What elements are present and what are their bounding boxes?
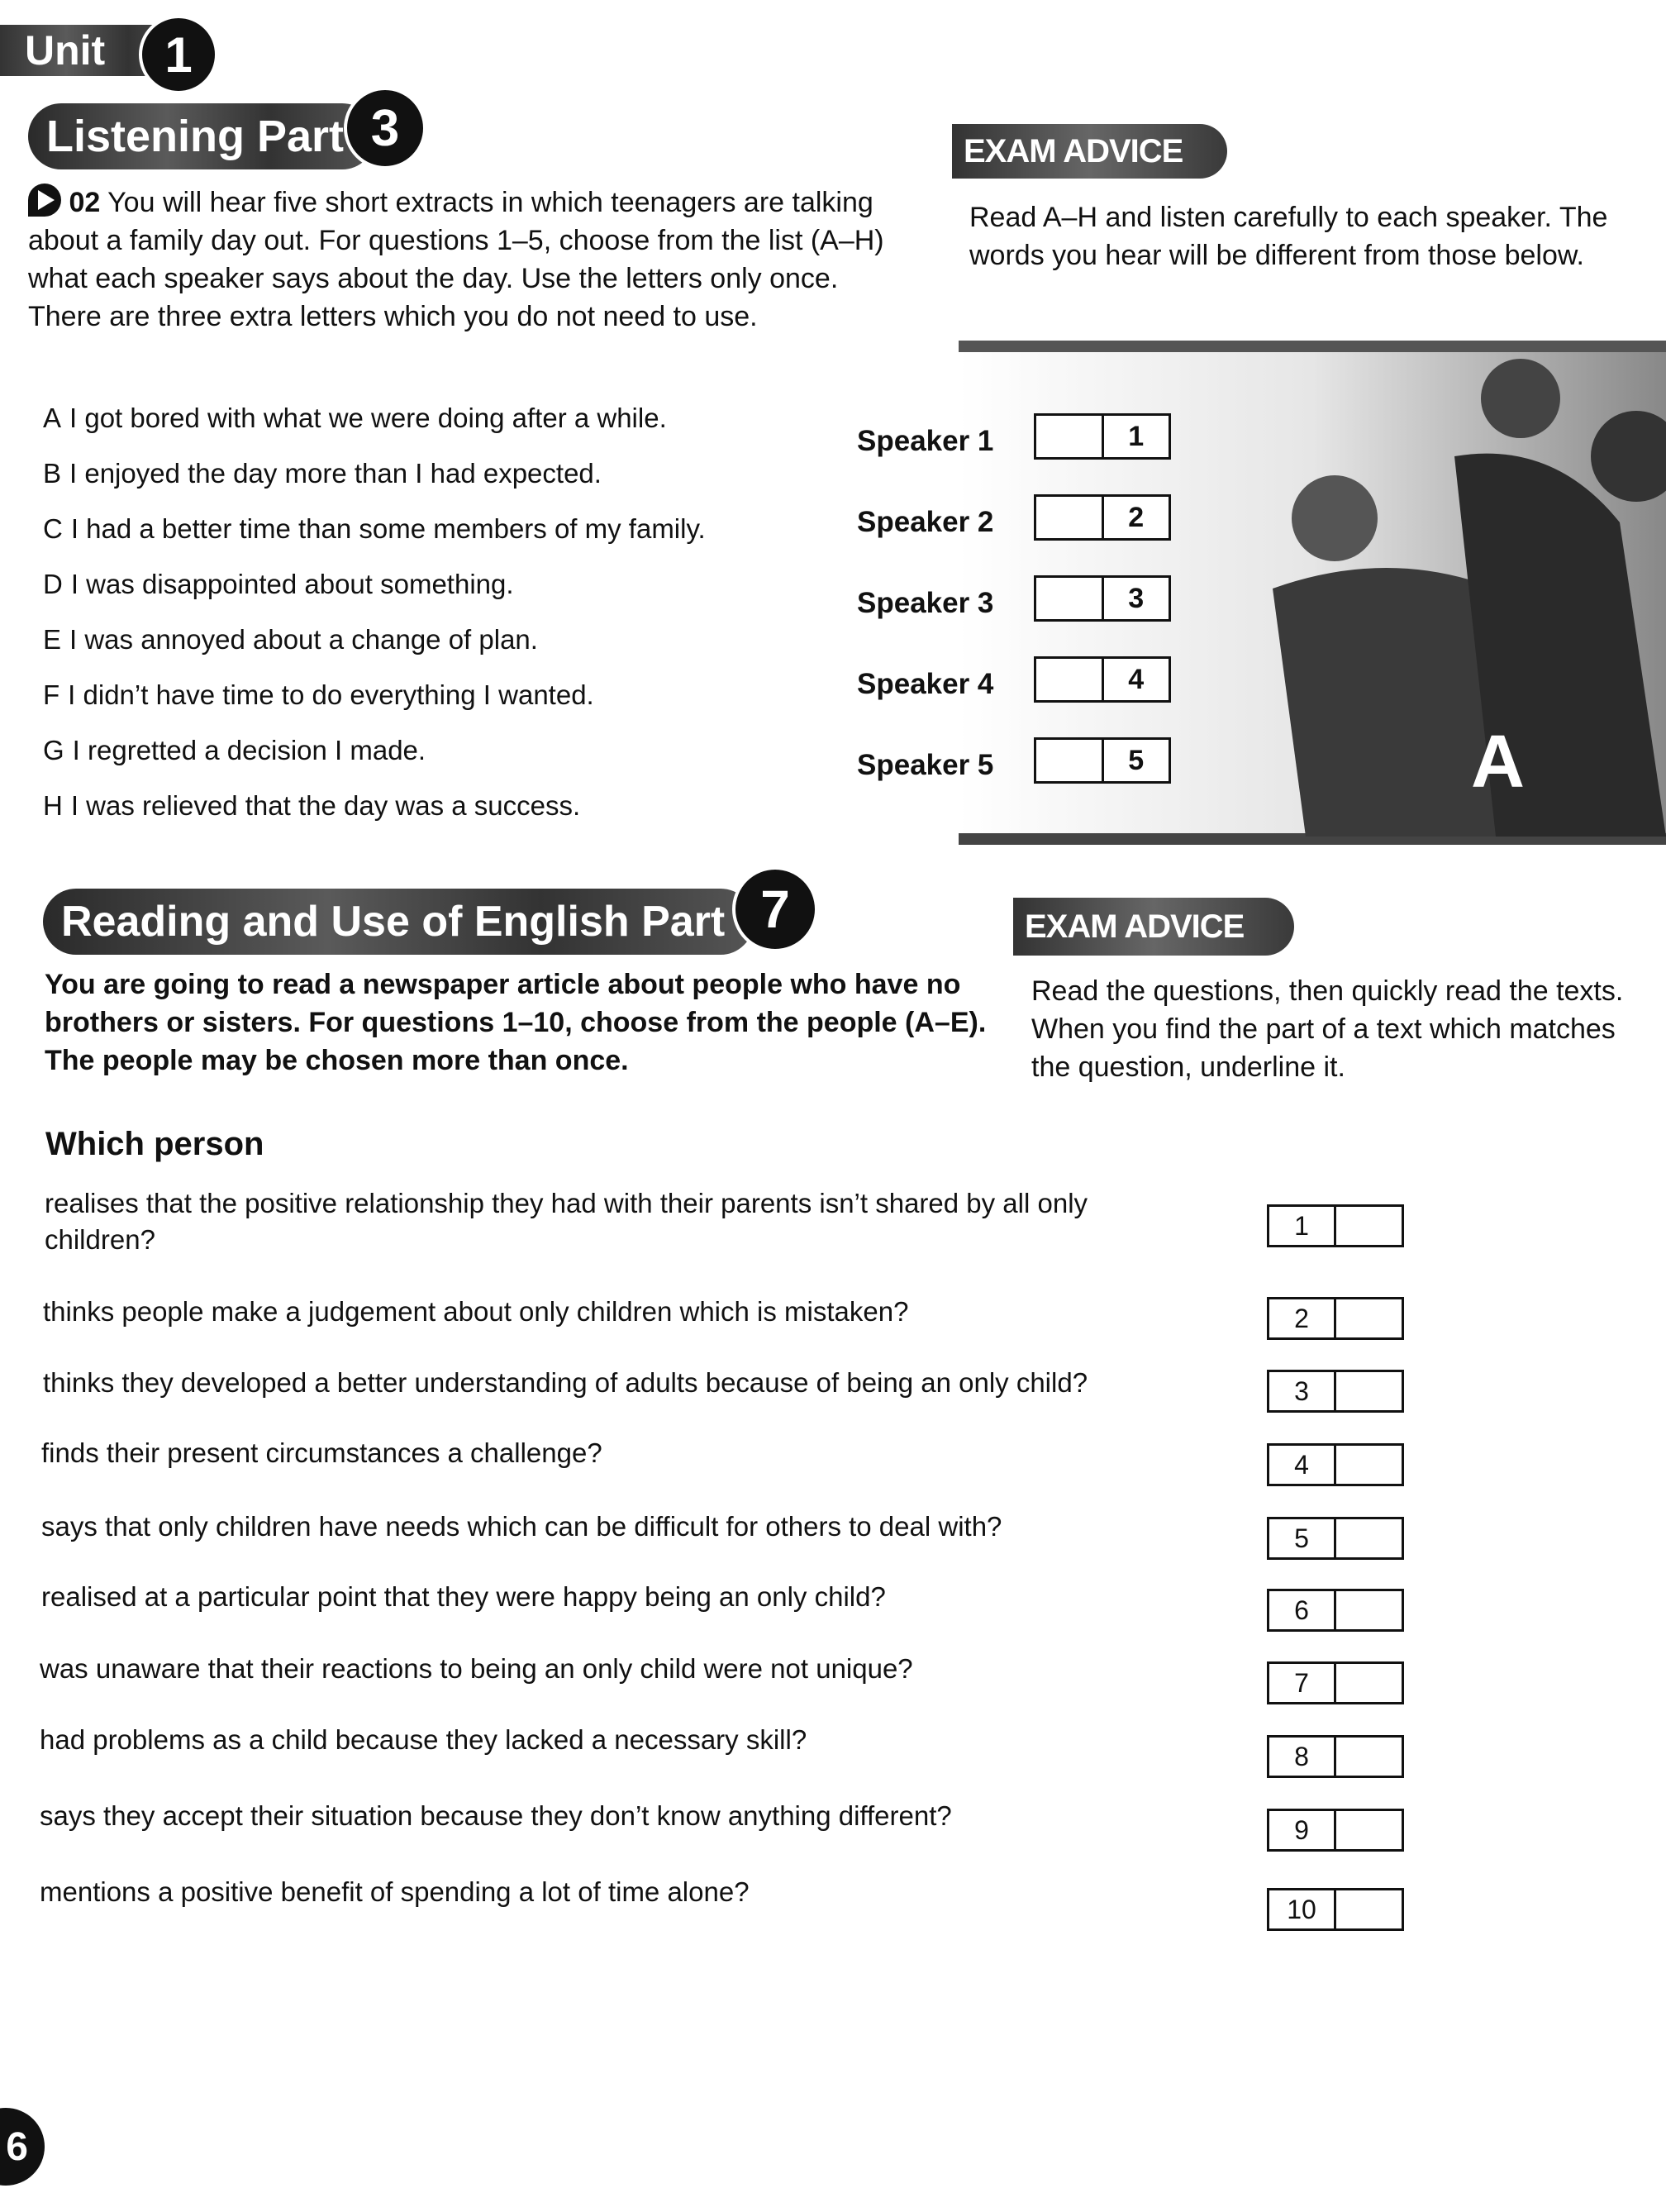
option-item: F I didn’t have time to do everything I wanted. (43, 679, 594, 710)
question-text: thinks people make a judgement about only children which is mistaken? (43, 1296, 909, 1327)
option-item: E I was annoyed about a change of plan. (43, 624, 538, 655)
audio-play-icon[interactable] (28, 184, 61, 217)
question-text: finds their present circumstances a challenge? (41, 1437, 602, 1468)
question-text: says they accept their situation because they don’t know anything different? (40, 1800, 952, 1831)
reading-part-number: 7 (732, 866, 818, 952)
speaker-answer-box[interactable]: 1 (1034, 413, 1171, 460)
page-number: 6 (0, 2108, 45, 2186)
option-item: B I enjoyed the day more than I had expected. (43, 458, 602, 489)
speaker-label: Speaker 5 (857, 749, 994, 781)
question-text: had problems as a child because they lacked a necessary skill? (40, 1724, 807, 1755)
question-answer-box[interactable]: 4 (1267, 1443, 1404, 1486)
listening-title: Listening Part (28, 103, 375, 169)
question-text: was unaware that their reactions to being an only child were not unique? (40, 1653, 913, 1684)
exam-advice-badge: EXAM ADVICE (952, 124, 1227, 179)
listening-advice-text: Read A–H and listen carefully to each speaker. The words you hear will be different from those below. (969, 202, 1608, 271)
question-answer-box[interactable]: 2 (1267, 1297, 1404, 1340)
exam-advice-badge: EXAM ADVICE (1013, 898, 1294, 956)
unit-number: 1 (139, 15, 218, 94)
which-person-heading: Which person (45, 1126, 264, 1162)
unit-label: Unit (25, 27, 106, 74)
speaker-answer-box[interactable]: 3 (1034, 575, 1171, 622)
reading-advice-text: Read the questions, then quickly read the texts. When you find the part of a text which matches the question, underline it. (1031, 975, 1624, 1083)
question-text: says that only children have needs which can be difficult for others to deal with? (41, 1511, 1002, 1542)
track-number: 02 (69, 187, 101, 218)
listening-instructions: 02 You will hear five short extracts in which teenagers are talking about a family day out. For questions 1–5, choose from the list (A–H) what each speaker says about the day. Use the letters only once. There are three extra letters which you do not need to use. (28, 184, 888, 336)
question-text: realises that the positive relationship they had with their parents isn’t shared by all only children? (45, 1188, 1088, 1255)
option-item: H I was relieved that the day was a success. (43, 790, 581, 821)
question-text: mentions a positive benefit of spending a lot of time alone? (40, 1876, 750, 1907)
reading-title: Reading and Use of English Part (43, 889, 754, 955)
speaker-label: Speaker 3 (857, 587, 994, 619)
question-answer-box[interactable]: 6 (1267, 1589, 1404, 1632)
question-answer-box[interactable]: 5 (1267, 1517, 1404, 1560)
option-item: C I had a better time than some members of my family. (43, 513, 706, 544)
speaker-label: Speaker 2 (857, 506, 994, 538)
option-item: D I was disappointed about something. (43, 569, 514, 599)
speaker-answer-box[interactable]: 4 (1034, 656, 1171, 703)
speaker-answer-box[interactable]: 5 (1034, 737, 1171, 784)
question-answer-box[interactable]: 8 (1267, 1735, 1404, 1778)
question-answer-box[interactable]: 9 (1267, 1809, 1404, 1852)
svg-text:A: A (1471, 721, 1525, 803)
option-item: G I regretted a decision I made. (43, 735, 426, 765)
question-answer-box[interactable]: 3 (1267, 1370, 1404, 1413)
question-answer-box[interactable]: 1 (1267, 1204, 1404, 1247)
question-answer-box[interactable]: 10 (1267, 1888, 1404, 1931)
speaker-answer-box[interactable]: 2 (1034, 494, 1171, 541)
question-answer-box[interactable]: 7 (1267, 1661, 1404, 1704)
listening-part-number: 3 (344, 87, 426, 169)
speaker-label: Speaker 4 (857, 668, 994, 700)
reading-instructions: You are going to read a newspaper article about people who have no brothers or sisters. For questions 1–10, choose from the people (A–E). The people may be chosen more than once. (45, 969, 987, 1076)
question-text: realised at a particular point that they were happy being an only child? (41, 1581, 886, 1612)
option-item: A I got bored with what we were doing after a while. (43, 403, 667, 433)
question-text: thinks they developed a better understanding of adults because of being an only child? (43, 1367, 1088, 1398)
speaker-label: Speaker 1 (857, 425, 994, 457)
